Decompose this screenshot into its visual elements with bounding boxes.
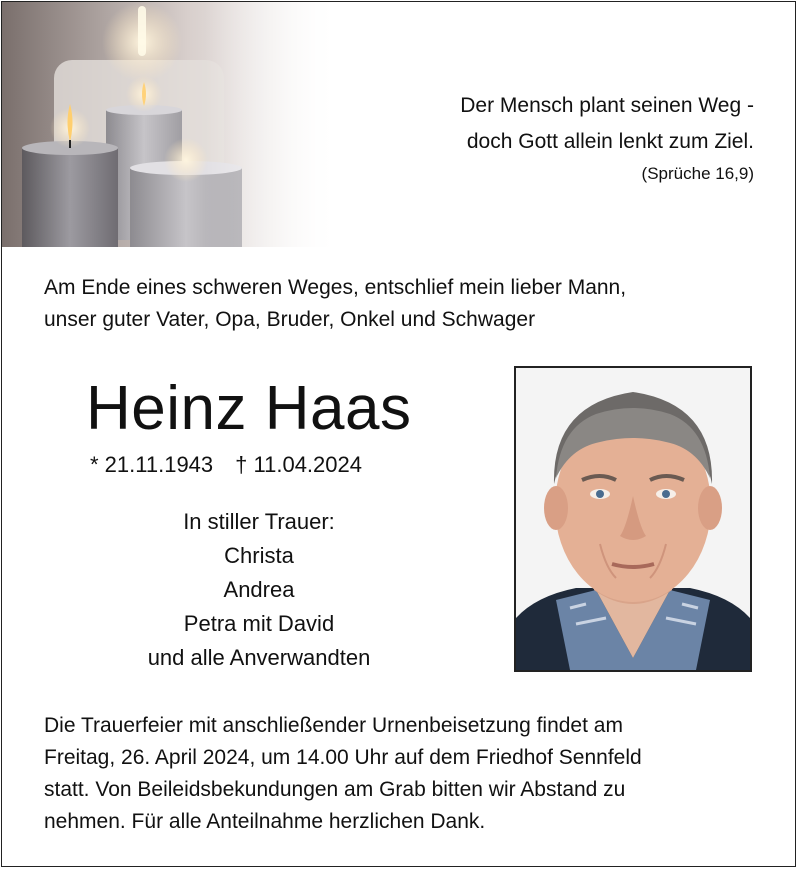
portrait-photo [514,366,752,672]
notice-line: Freitag, 26. April 2024, um 14.00 Uhr auf dem Friedhof Sennfeld [44,746,642,769]
quote-reference: (Sprüche 16,9) [641,164,754,183]
notice-line: nehmen. Für alle Anteilnahme herzlichen Dank. [44,810,486,833]
funeral-notice [44,710,764,838]
mourners-heading: In stiller Trauer: [183,509,335,534]
mourner-name: und alle Anverwandten [147,645,371,670]
notice-line: statt. Von Beileidsbekundungen am Grab bitten wir Abstand zu [44,778,626,801]
mourners-block [92,505,426,675]
mourner-name: Christa [224,543,294,568]
quote-line-1: Der Mensch plant seinen Weg - [460,94,754,117]
candles-photo [2,2,340,247]
intro-line-2: unser guter Vater, Opa, Bruder, Onkel und Schwager [44,308,536,331]
quote-line-2: doch Gott allein lenkt zum Ziel. [466,130,754,153]
birth-date: * 21.11.1943 [90,452,214,477]
mourner-name: Petra mit David [183,611,335,636]
notice-line: Die Trauerfeier mit anschließender Urnenbeisetzung findet am [44,714,623,737]
bible-quote [460,88,754,186]
mourner-name: Andrea [223,577,295,602]
death-date: † 11.04.2024 [235,452,362,477]
intro-text [44,272,744,336]
deceased-name: Heinz Haas [86,374,412,443]
intro-line-1: Am Ende eines schweren Weges, entschlief mein lieber Mann, [44,276,627,299]
life-dates [90,450,430,480]
